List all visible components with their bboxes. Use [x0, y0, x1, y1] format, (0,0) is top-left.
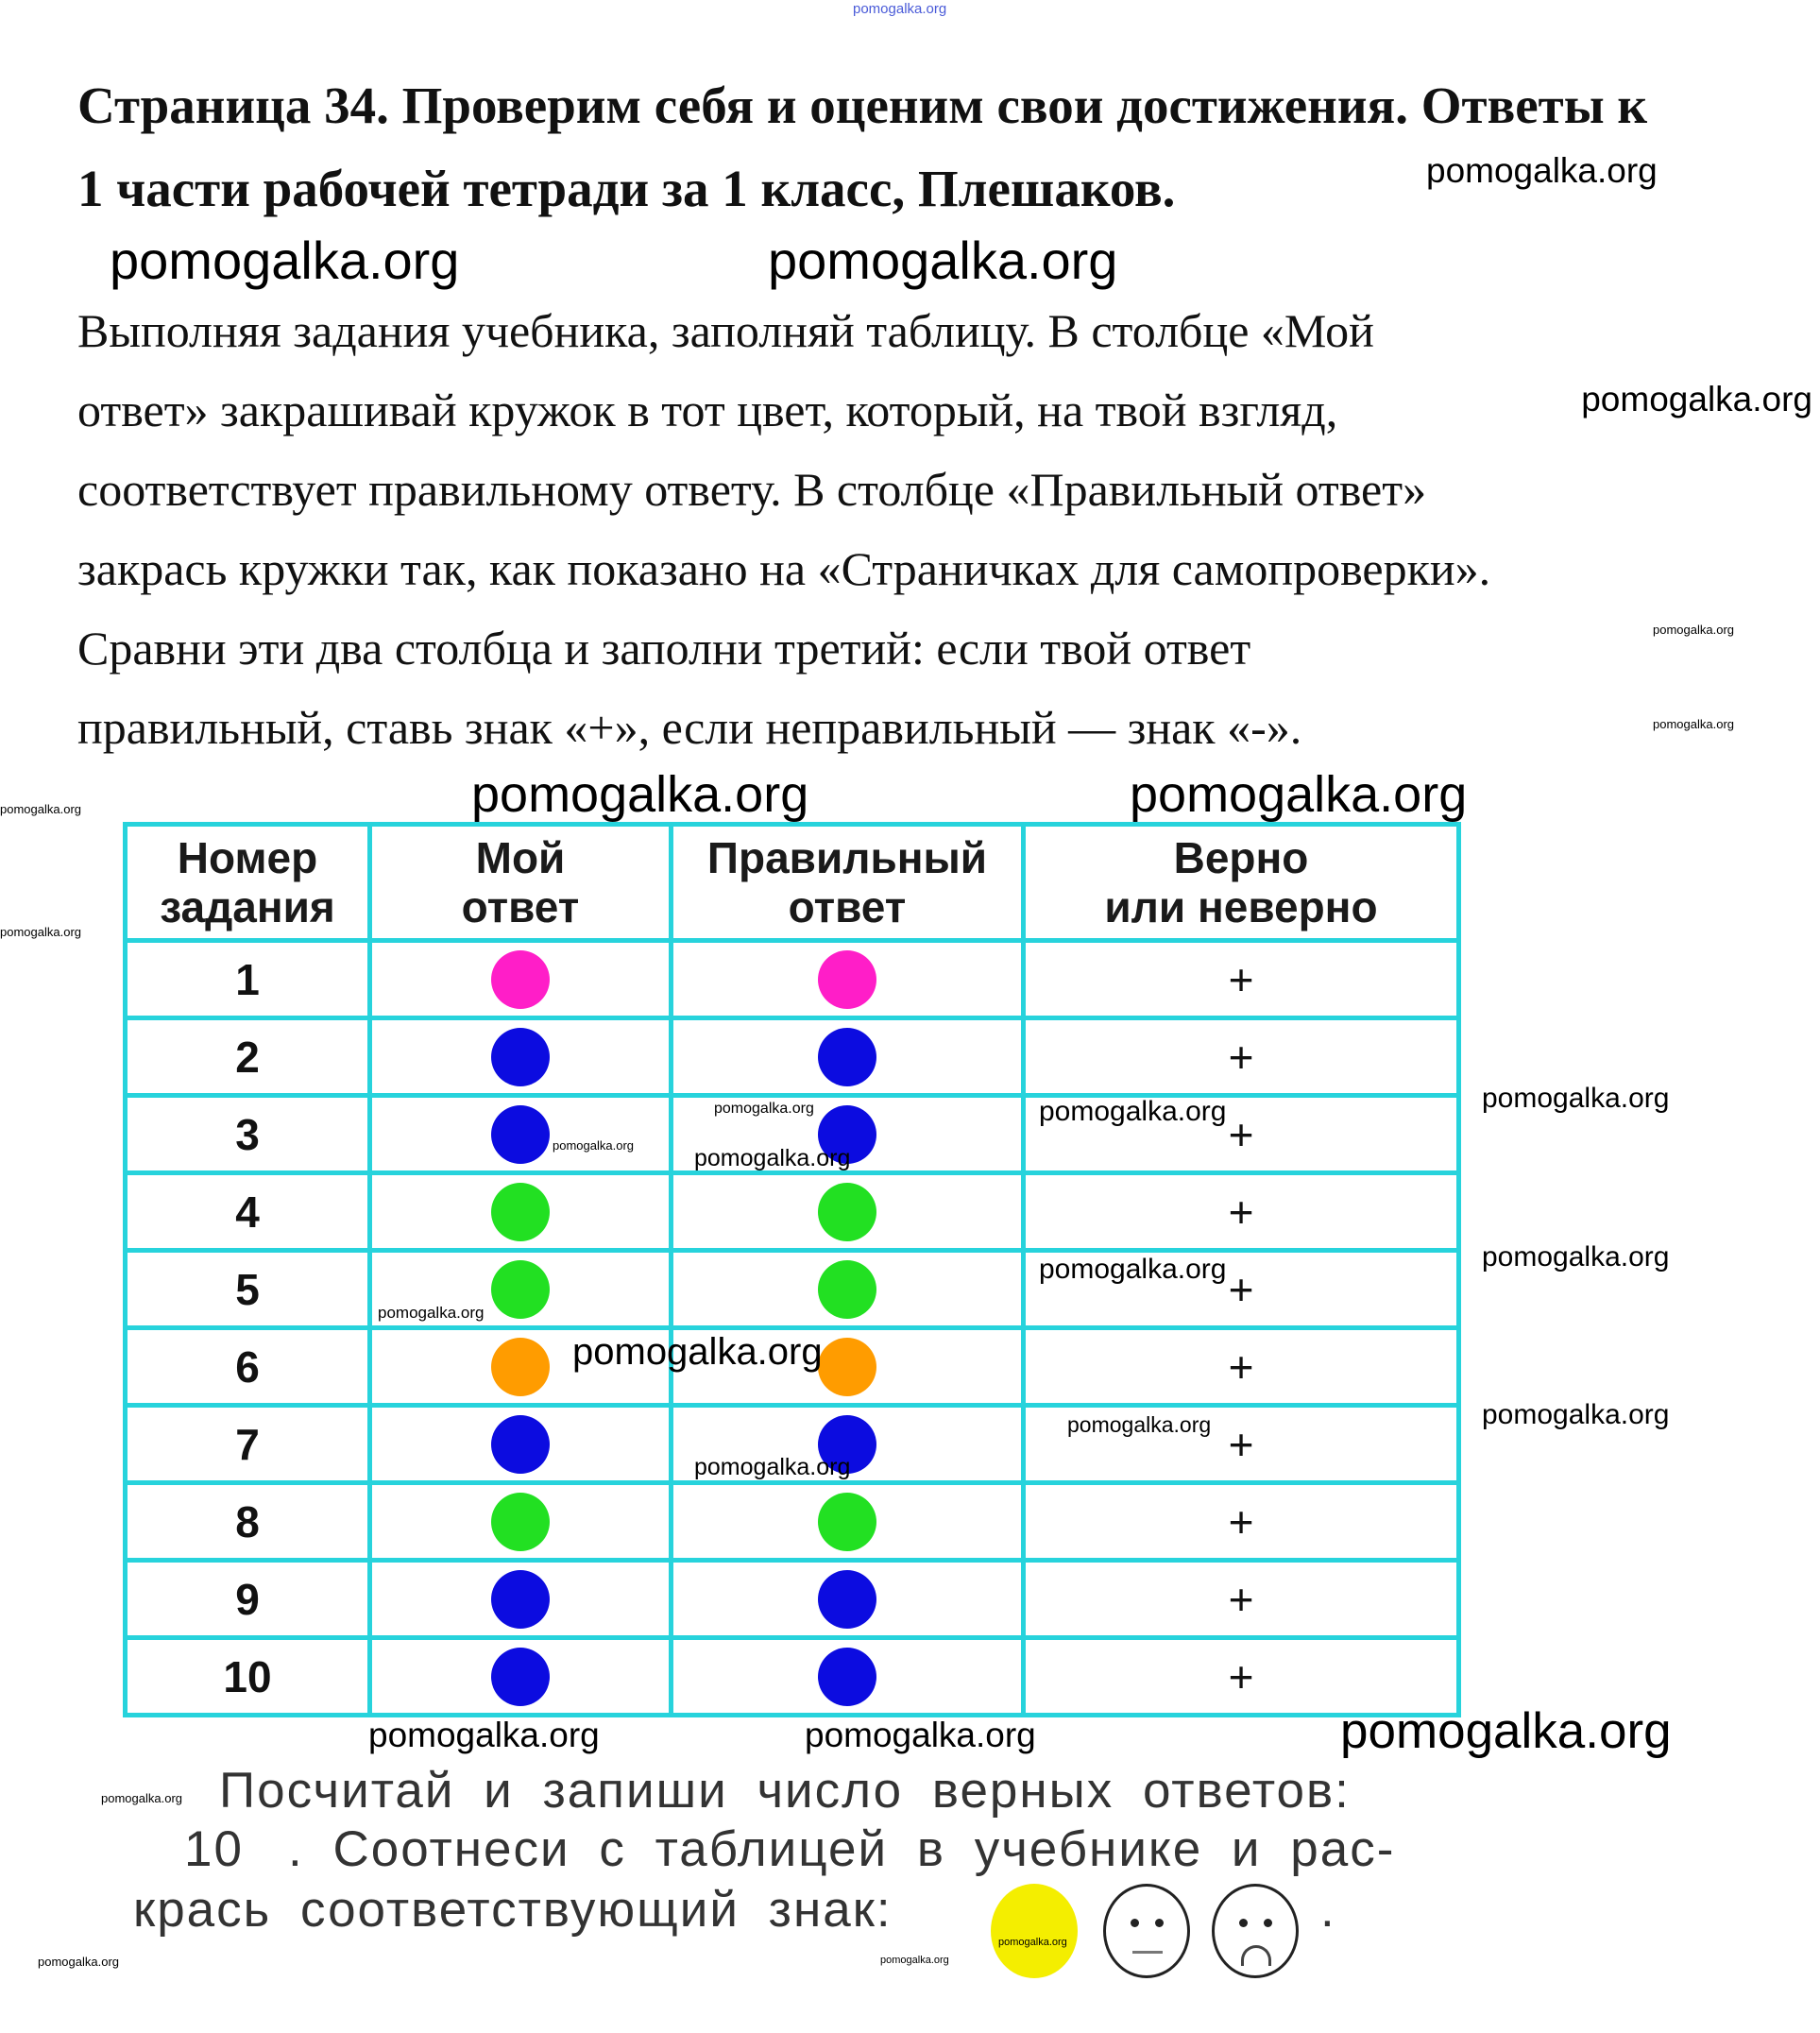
summary-line-3: крась соответствующий знак: [133, 1882, 893, 1938]
neutral-face-icon [1103, 1884, 1190, 1978]
my-answer-circle[interactable] [491, 1105, 550, 1164]
happy-face-colored-icon [991, 1884, 1078, 1978]
watermark: pomogalka.org [1581, 380, 1812, 419]
watermark: pomogalka.org [714, 1101, 814, 1117]
summary-count: 10 [184, 1821, 244, 1877]
watermark: pomogalka.org [1130, 766, 1468, 823]
watermark: pomogalka.org [1653, 717, 1734, 731]
watermark: pomogalka.org [471, 766, 809, 823]
title-line-2: 1 части рабочей тетради за 1 класс, Плешаков. [77, 160, 1176, 217]
page-title [77, 64, 1647, 231]
correct-answer-cell [672, 1251, 1024, 1328]
task-number: 7 [126, 1406, 370, 1483]
task-number: 1 [126, 941, 370, 1018]
my-answer-cell [370, 1561, 672, 1638]
instruction-line: закрась кружки так, как показано на «Страничках для самопроверки». [77, 542, 1491, 595]
correct-answer-cell [672, 941, 1024, 1018]
result-mark: + [1024, 941, 1459, 1018]
correct-answer-cell [672, 1561, 1024, 1638]
watermark: pomogalka.org [38, 1955, 119, 1969]
my-answer-cell [370, 1406, 672, 1483]
watermark: pomogalka.org [694, 1454, 851, 1480]
task-number: 10 [126, 1638, 370, 1716]
instruction-line: соответствует правильному ответу. В столбце «Правильный ответ» [77, 463, 1427, 516]
my-answer-cell [370, 1096, 672, 1173]
watermark: pomogalka.org [1482, 1241, 1670, 1273]
instruction-line: Сравни эти два столбца и заполни третий: если твой ответ [77, 622, 1251, 675]
watermark: pomogalka.org [1039, 1096, 1227, 1127]
watermark: pomogalka.org [1039, 1254, 1227, 1285]
summary-line-1: Посчитай и запиши число верных ответов: [219, 1763, 1351, 1819]
my-answer-cell [370, 1483, 672, 1561]
summary-line-2: . Соотнеси с таблицей в учебнике и рас- [288, 1821, 1396, 1877]
watermark: pomogalka.org [1340, 1703, 1672, 1759]
correct-answer-circle[interactable] [818, 1183, 876, 1241]
correct-answer-circle[interactable] [818, 1260, 876, 1319]
my-answer-circle[interactable] [491, 1493, 550, 1551]
watermark: pomogalka.org [694, 1145, 851, 1171]
watermark: pomogalka.org [1067, 1412, 1212, 1437]
task-number: 9 [126, 1561, 370, 1638]
header-correct-answer: Правильный ответ [672, 825, 1024, 941]
my-answer-circle[interactable] [491, 1570, 550, 1629]
my-answer-circle[interactable] [491, 1028, 550, 1086]
correct-answer-cell [672, 1018, 1024, 1096]
correct-answer-circle[interactable] [818, 1648, 876, 1706]
my-answer-cell [370, 1638, 672, 1716]
table-row [126, 1018, 1459, 1096]
correct-answer-cell [672, 1483, 1024, 1561]
watermark: pomogalka.org [572, 1331, 823, 1373]
correct-answer-circle[interactable] [818, 1338, 876, 1396]
result-mark: + [1024, 1251, 1459, 1328]
result-mark: + [1024, 1328, 1459, 1406]
watermark: pomogalka.org [1482, 1083, 1670, 1114]
summary-end: . [1320, 1882, 1336, 1938]
watermark: pomogalka.org [998, 1937, 1067, 1948]
result-mark: + [1024, 1096, 1459, 1173]
my-answer-circle[interactable] [491, 1648, 550, 1706]
watermark: pomogalka.org [110, 231, 460, 290]
watermark: pomogalka.org [1426, 151, 1658, 190]
watermark: pomogalka.org [378, 1304, 485, 1322]
correct-answer-circle[interactable] [818, 1493, 876, 1551]
table-row [126, 1251, 1459, 1328]
my-answer-circle[interactable] [491, 950, 550, 1009]
table-row [126, 941, 1459, 1018]
correct-answer-circle[interactable] [818, 1028, 876, 1086]
watermark: pomogalka.org [1482, 1399, 1670, 1430]
watermark: pomogalka.org [0, 925, 81, 939]
watermark: pomogalka.org [805, 1716, 1036, 1754]
result-mark: + [1024, 1018, 1459, 1096]
header-task-number: Номер задания [126, 825, 370, 941]
task-number: 6 [126, 1328, 370, 1406]
correct-answer-circle[interactable] [818, 1570, 876, 1629]
result-mark: + [1024, 1173, 1459, 1251]
table-header-row [126, 825, 1459, 941]
correct-answer-cell [672, 1638, 1024, 1716]
watermark: pomogalka.org [553, 1138, 634, 1153]
my-answer-cell [370, 1018, 672, 1096]
correct-answer-cell [672, 1173, 1024, 1251]
header-my-answer: Мой ответ [370, 825, 672, 941]
correct-answer-circle[interactable] [818, 950, 876, 1009]
table-row [126, 1173, 1459, 1251]
result-mark: + [1024, 1406, 1459, 1483]
my-answer-cell [370, 1173, 672, 1251]
watermark: pomogalka.org [853, 1, 947, 17]
instruction-line: ответ» закрашивай кружок в тот цвет, который, на твой взгляд, [77, 384, 1338, 436]
my-answer-circle[interactable] [491, 1415, 550, 1474]
watermark: pomogalka.org [368, 1716, 600, 1754]
watermark: pomogalka.org [880, 1955, 949, 1966]
result-mark: + [1024, 1561, 1459, 1638]
my-answer-cell [370, 941, 672, 1018]
header-right-or-wrong: Верно или неверно [1024, 825, 1459, 941]
my-answer-circle[interactable] [491, 1338, 550, 1396]
watermark: pomogalka.org [768, 231, 1118, 290]
watermark: pomogalka.org [0, 802, 81, 816]
instruction-line: Выполняя задания учебника, заполняй таблицу. В столбце «Мой [77, 304, 1374, 357]
my-answer-circle[interactable] [491, 1260, 550, 1319]
task-number: 4 [126, 1173, 370, 1251]
task-number: 2 [126, 1018, 370, 1096]
task-number: 8 [126, 1483, 370, 1561]
table-row [126, 1561, 1459, 1638]
instruction-line: правильный, ставь знак «+», если неправильный — знак «-». [77, 701, 1302, 754]
instructions [77, 291, 1490, 767]
sad-face-icon [1212, 1884, 1299, 1978]
task-number: 5 [126, 1251, 370, 1328]
table-row [126, 1483, 1459, 1561]
watermark: pomogalka.org [101, 1791, 182, 1805]
watermark: pomogalka.org [1653, 623, 1734, 637]
task-number: 3 [126, 1096, 370, 1173]
result-mark: + [1024, 1483, 1459, 1561]
result-mark: + [1024, 1638, 1459, 1716]
self-check-table [123, 822, 1461, 1717]
my-answer-circle[interactable] [491, 1183, 550, 1241]
table-row [126, 1638, 1459, 1716]
title-line-1: Страница 34. Проверим себя и оценим свои достижения. Ответы к [77, 77, 1648, 134]
